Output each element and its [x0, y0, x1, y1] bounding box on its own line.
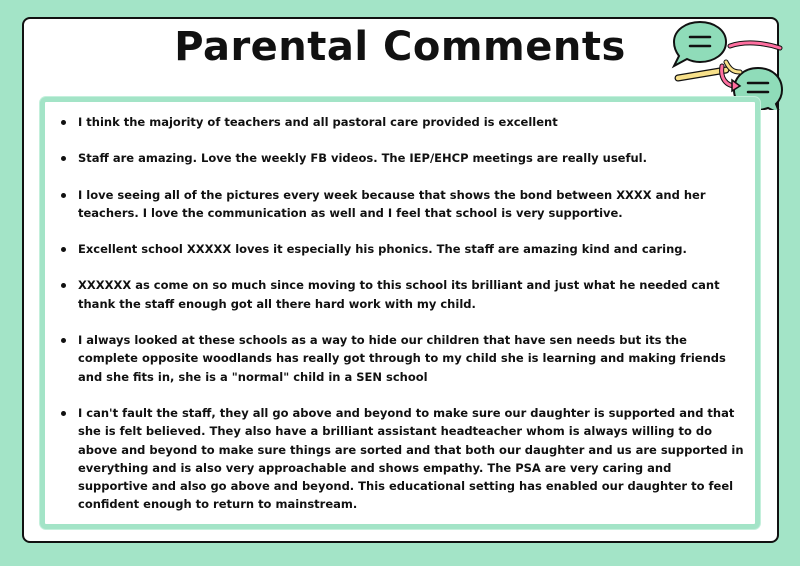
comment-item: I always looked at these schools as a way to hide our children that have sen needs but its the complete opposite woodlands has really got through to my child she is learning and making friends and she fits in, she is a "normal" child in a SEN school — [59, 331, 744, 386]
comment-item: I love seeing all of the pictures every week because that shows the bond between XXXX and her teachers. I love the communication as well and I feel that school is very supportive. — [59, 186, 744, 223]
comment-item: XXXXXX as come on so much since moving to this school its brilliant and just what he needed cant thank the staff enough got all there hard work with my child. — [59, 276, 744, 313]
comment-item: I can't fault the staff, they all go above and beyond to make sure our daughter is supported and that she is felt believed. They also have a brilliant assistant headteacher whom is always willing to do above and beyond to make sure things are sorted and that both our daughter and us are supported in everything and is also very approachable and shows empathy. The PSA are very caring and supportive and also go above and beyond. This educational setting has enabled our daughter to feel confident enough to return to mainstream. — [59, 404, 744, 514]
comment-item: Staff are amazing. Love the weekly FB videos. The IEP/EHCP meetings are really useful. — [59, 149, 744, 167]
comments-list — [59, 113, 744, 514]
page-title: Parental Comments — [174, 24, 626, 70]
comment-item: I think the majority of teachers and all pastoral care provided is excellent — [59, 113, 744, 131]
comment-item: Excellent school XXXXX loves it especially his phonics. The staff are amazing kind and caring. — [59, 240, 744, 258]
